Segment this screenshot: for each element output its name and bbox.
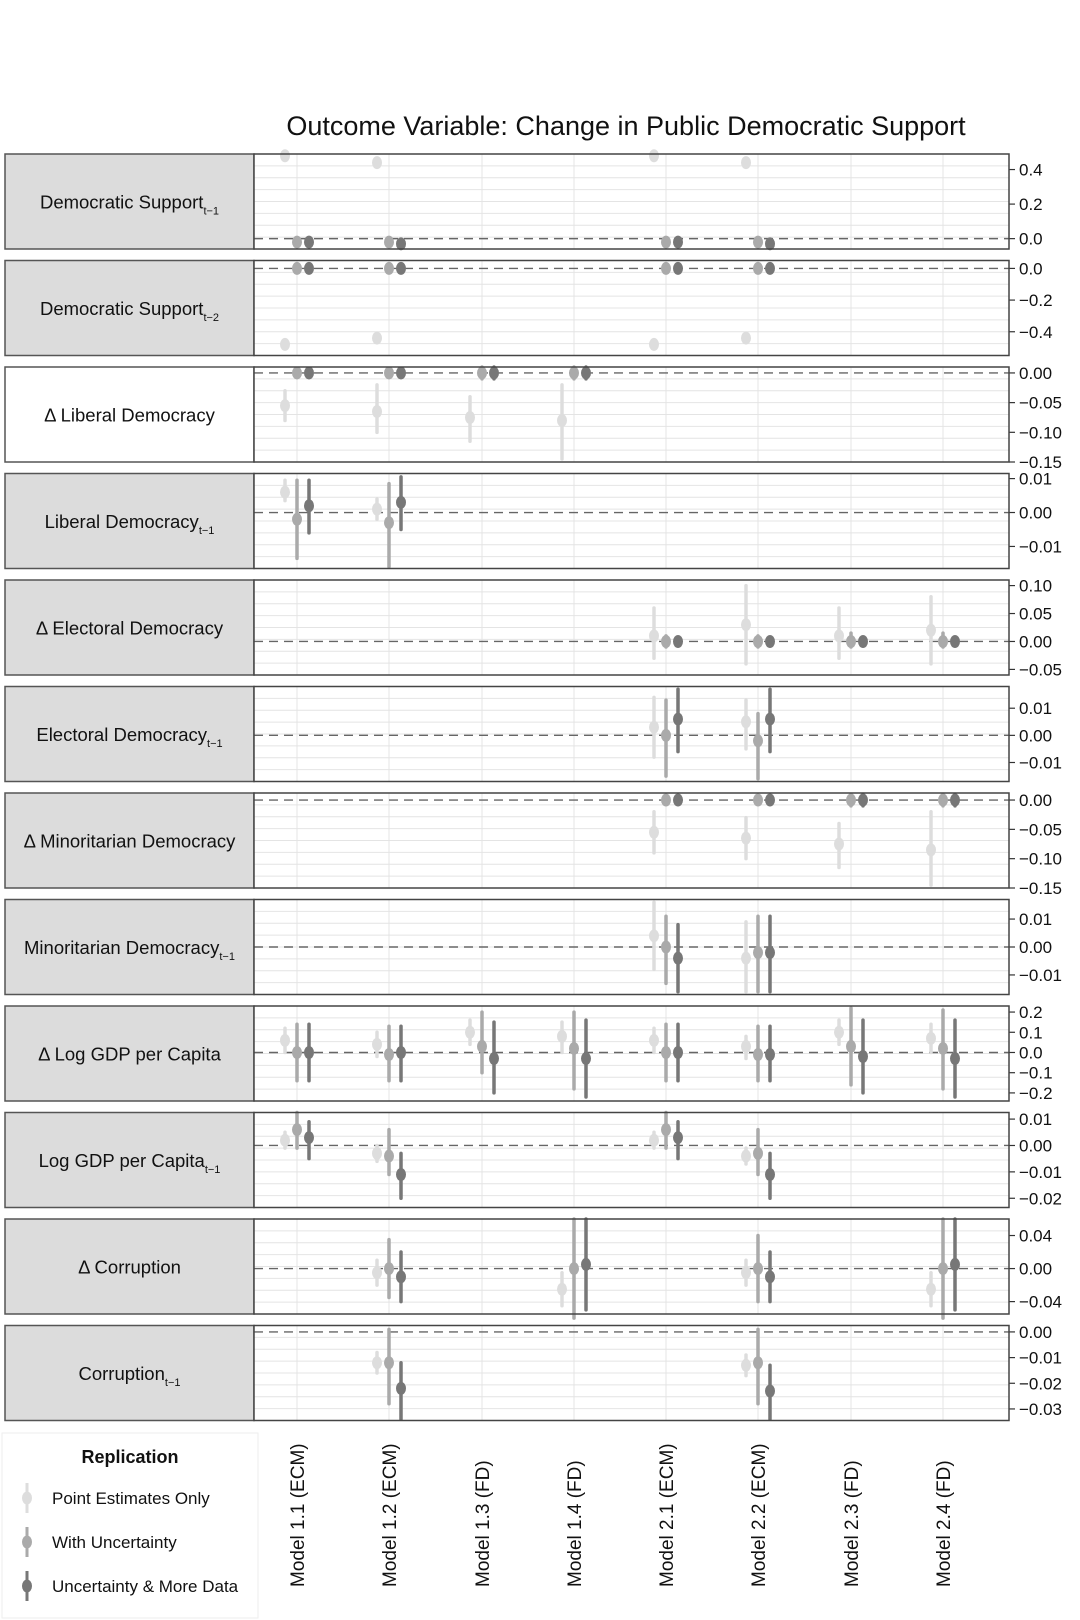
panel-label: Δ Minoritarian Democracy — [23, 830, 236, 852]
y-tick-label: 0.00 — [1019, 1259, 1053, 1279]
point-estimate — [765, 1168, 775, 1181]
point-estimate — [765, 262, 775, 275]
point-estimate — [280, 338, 290, 351]
point-estimate — [280, 149, 290, 162]
panel-7 — [5, 900, 1062, 995]
panel-label: Δ Corruption — [78, 1256, 181, 1278]
point-estimate — [477, 366, 487, 379]
point-estimate — [673, 1046, 683, 1059]
point-estimate — [372, 1356, 382, 1369]
point-estimate — [741, 1266, 751, 1279]
point-estimate — [741, 715, 751, 728]
model-label: Model 1.4 (FD) — [565, 1460, 586, 1587]
point-estimate — [292, 366, 302, 379]
model-label: Model 1.3 (FD) — [473, 1460, 494, 1587]
panel-label: Electoral Democracy$_{t-1}$ — [36, 724, 223, 750]
y-tick-label: −0.04 — [1019, 1292, 1063, 1312]
point-estimate — [673, 952, 683, 965]
y-tick-label: 0.00 — [1019, 726, 1053, 746]
point-estimate — [581, 1052, 591, 1065]
point-estimate — [950, 635, 960, 648]
point-estimate — [834, 838, 844, 851]
point-estimate — [926, 1032, 936, 1045]
point-estimate — [372, 156, 382, 169]
point-estimate — [950, 1258, 960, 1271]
panel-0 — [5, 149, 1043, 250]
point-estimate — [661, 236, 671, 249]
y-tick-label: 0.4 — [1019, 160, 1043, 180]
y-tick-label: −0.1 — [1019, 1063, 1053, 1083]
point-estimate — [304, 499, 314, 512]
legend-swatch-dot — [22, 1580, 32, 1593]
y-tick-label: −0.15 — [1019, 453, 1063, 472]
y-tick-label: 0.00 — [1019, 1136, 1053, 1156]
point-estimate — [465, 411, 475, 424]
legend-swatch-dot — [22, 1492, 32, 1505]
panel-label: Minoritarian Democracy$_{t-1}$ — [24, 937, 235, 963]
y-tick-label: −0.02 — [1019, 1189, 1063, 1209]
point-estimate — [384, 366, 394, 379]
model-label: Model 2.2 (ECM) — [749, 1443, 770, 1587]
y-tick-label: −0.10 — [1019, 423, 1063, 443]
panel-11 — [5, 1323, 1062, 1421]
y-tick-label: 0.04 — [1019, 1226, 1053, 1246]
y-tick-label: 0.00 — [1019, 1322, 1053, 1342]
point-estimate — [765, 635, 775, 648]
point-estimate — [673, 635, 683, 648]
point-estimate — [396, 366, 406, 379]
point-estimate — [280, 1134, 290, 1147]
y-tick-label: −0.01 — [1019, 1348, 1063, 1368]
panel-label-subscript: t−1 — [164, 1377, 181, 1389]
panel-label: Δ Electoral Democracy — [35, 617, 224, 639]
point-estimate — [649, 149, 659, 162]
y-tick-label: 0.10 — [1019, 576, 1053, 596]
point-estimate — [292, 1123, 302, 1136]
panels — [5, 149, 1062, 1420]
panel-1 — [5, 259, 1053, 355]
model-label: Model 1.1 (ECM) — [288, 1443, 309, 1587]
legend-entry-label: Point Estimates Only — [52, 1489, 210, 1508]
point-estimate — [396, 496, 406, 509]
point-estimate — [753, 1356, 763, 1369]
point-estimate — [753, 1262, 763, 1275]
y-tick-label: −0.10 — [1019, 849, 1063, 869]
panel-9 — [5, 1110, 1062, 1208]
point-estimate — [938, 635, 948, 648]
y-tick-label: 0.00 — [1019, 503, 1053, 523]
point-estimate — [846, 794, 856, 807]
point-estimate — [950, 794, 960, 807]
point-estimate — [741, 832, 751, 845]
point-estimate — [741, 952, 751, 965]
point-estimate — [384, 262, 394, 275]
point-estimate — [489, 1052, 499, 1065]
panel-label-subscript: t−1 — [204, 1164, 221, 1176]
point-estimate — [569, 1262, 579, 1275]
point-estimate — [753, 236, 763, 249]
point-estimate — [384, 1048, 394, 1061]
y-tick-label: −0.03 — [1019, 1399, 1063, 1419]
point-estimate — [661, 635, 671, 648]
legend-swatch-dot — [22, 1536, 32, 1549]
y-tick-label: 0.2 — [1019, 1003, 1043, 1023]
y-tick-label: −0.01 — [1019, 965, 1063, 985]
point-estimate — [673, 236, 683, 249]
point-estimate — [753, 734, 763, 747]
model-label: Model 2.1 (ECM) — [657, 1443, 678, 1587]
point-estimate — [581, 366, 591, 379]
point-estimate — [649, 721, 659, 734]
point-estimate — [649, 629, 659, 642]
point-estimate — [304, 262, 314, 275]
point-estimate — [649, 338, 659, 351]
point-estimate — [384, 1150, 394, 1163]
y-tick-label: 0.0 — [1019, 229, 1043, 249]
y-tick-label: 0.00 — [1019, 632, 1053, 652]
point-estimate — [741, 1040, 751, 1053]
point-estimate — [557, 1030, 567, 1043]
point-estimate — [396, 1382, 406, 1395]
y-tick-label: 0.01 — [1019, 910, 1053, 930]
point-estimate — [753, 262, 763, 275]
model-axis-labels — [288, 1443, 955, 1587]
point-estimate — [384, 1262, 394, 1275]
point-estimate — [661, 794, 671, 807]
panel-label: Log GDP per Capita$_{t-1}$ — [38, 1150, 221, 1176]
y-tick-label: −0.4 — [1019, 322, 1053, 342]
panel-label-subscript: t−1 — [207, 738, 223, 750]
legend — [2, 1433, 258, 1618]
point-estimate — [292, 513, 302, 526]
point-estimate — [384, 516, 394, 529]
point-estimate — [581, 1258, 591, 1271]
point-estimate — [765, 794, 775, 807]
panel-label-subscript: t−2 — [203, 312, 220, 324]
point-estimate — [753, 794, 763, 807]
panel-4 — [5, 577, 1062, 680]
panel-label: Δ Liberal Democracy — [44, 404, 215, 426]
point-estimate — [950, 1052, 960, 1065]
point-estimate — [396, 262, 406, 275]
y-tick-label: 0.05 — [1019, 604, 1053, 624]
point-estimate — [396, 1168, 406, 1181]
panel-label: Δ Log GDP per Capita — [38, 1043, 221, 1065]
point-estimate — [557, 1283, 567, 1296]
point-estimate — [661, 1123, 671, 1136]
point-estimate — [292, 262, 302, 275]
point-estimate — [569, 1042, 579, 1055]
y-tick-label: −0.05 — [1019, 393, 1063, 413]
point-estimate — [372, 1147, 382, 1160]
panel-label-subscript: t−1 — [198, 525, 215, 537]
point-estimate — [661, 729, 671, 742]
point-estimate — [372, 1038, 382, 1051]
y-tick-label: 0.01 — [1019, 1110, 1053, 1130]
y-tick-label: 0.2 — [1019, 195, 1043, 215]
panel-3 — [5, 470, 1062, 569]
legend-entry-label: Uncertainty & More Data — [52, 1577, 239, 1596]
y-tick-label: −0.01 — [1019, 1162, 1063, 1182]
legend-entry-label: With Uncertainty — [52, 1533, 177, 1552]
panel-label: Democratic Support$_{t-1}$ — [39, 191, 220, 218]
point-estimate — [938, 794, 948, 807]
model-label: Model 1.2 (ECM) — [380, 1443, 401, 1587]
panel-5 — [5, 687, 1062, 782]
point-estimate — [372, 405, 382, 418]
point-estimate — [846, 1040, 856, 1053]
point-estimate — [765, 1048, 775, 1061]
y-tick-label: 0.00 — [1019, 938, 1053, 957]
point-estimate — [477, 1040, 487, 1053]
y-tick-label: 0.1 — [1019, 1023, 1043, 1043]
point-estimate — [304, 1046, 314, 1059]
point-estimate — [741, 618, 751, 631]
y-tick-label: 0.0 — [1019, 259, 1043, 279]
point-estimate — [858, 794, 868, 807]
point-estimate — [834, 629, 844, 642]
point-estimate — [396, 1046, 406, 1059]
point-estimate — [765, 1270, 775, 1283]
point-estimate — [372, 332, 382, 345]
y-tick-label: 0.00 — [1019, 363, 1053, 383]
point-estimate — [661, 1046, 671, 1059]
point-estimate — [280, 399, 290, 412]
y-tick-label: 0.01 — [1019, 469, 1053, 489]
point-estimate — [673, 713, 683, 726]
point-estimate — [765, 946, 775, 959]
point-estimate — [938, 1262, 948, 1275]
point-estimate — [753, 1147, 763, 1160]
point-estimate — [926, 624, 936, 637]
point-estimate — [926, 843, 936, 856]
point-estimate — [753, 1048, 763, 1061]
point-estimate — [280, 486, 290, 499]
y-tick-label: −0.02 — [1019, 1374, 1063, 1394]
point-estimate — [372, 503, 382, 516]
point-estimate — [649, 929, 659, 942]
point-estimate — [858, 1050, 868, 1063]
y-tick-label: 0.0 — [1019, 1043, 1043, 1063]
panel-label: Democratic Support$_{t-2}$ — [39, 298, 220, 324]
point-estimate — [304, 366, 314, 379]
point-estimate — [489, 366, 499, 379]
point-estimate — [741, 1150, 751, 1163]
y-tick-label: 0.01 — [1019, 699, 1053, 719]
point-estimate — [846, 635, 856, 648]
y-tick-label: −0.01 — [1019, 753, 1063, 773]
point-estimate — [741, 332, 751, 345]
y-tick-label: −0.15 — [1019, 879, 1063, 898]
y-tick-label: −0.05 — [1019, 820, 1063, 840]
point-estimate — [292, 1046, 302, 1059]
point-estimate — [926, 1283, 936, 1296]
point-estimate — [280, 1034, 290, 1047]
point-estimate — [753, 635, 763, 648]
point-estimate — [858, 635, 868, 648]
legend-title: Replication — [81, 1447, 179, 1467]
panel-label: Liberal Democracy$_{t-1}$ — [44, 511, 215, 537]
point-estimate — [938, 1042, 948, 1055]
point-estimate — [384, 236, 394, 249]
panel-2 — [5, 364, 1062, 472]
point-estimate — [557, 414, 567, 427]
panel-6 — [5, 791, 1062, 898]
panel-label: Corruption$_{t-1}$ — [78, 1363, 181, 1389]
point-estimate — [753, 946, 763, 959]
point-estimate — [741, 156, 751, 169]
point-estimate — [384, 1356, 394, 1369]
model-label: Model 2.4 (FD) — [934, 1460, 955, 1587]
point-estimate — [661, 262, 671, 275]
point-estimate — [396, 1270, 406, 1283]
point-estimate — [661, 941, 671, 954]
chart-title: Outcome Variable: Change in Public Democratic Support — [286, 111, 966, 141]
point-estimate — [649, 1034, 659, 1047]
y-tick-label: 0.00 — [1019, 791, 1053, 811]
panel-8 — [5, 1003, 1053, 1103]
y-tick-label: −0.01 — [1019, 537, 1063, 557]
point-estimate — [569, 366, 579, 379]
point-estimate — [673, 1131, 683, 1144]
point-estimate — [465, 1026, 475, 1039]
panel-10 — [5, 1219, 1062, 1318]
panel-label-subscript: t−1 — [203, 205, 220, 218]
point-estimate — [649, 826, 659, 839]
point-estimate — [765, 713, 775, 726]
point-estimate — [765, 1384, 775, 1397]
model-label: Model 2.3 (FD) — [842, 1460, 863, 1587]
y-tick-label: −0.05 — [1019, 660, 1063, 680]
point-estimate — [292, 236, 302, 249]
point-estimate — [673, 262, 683, 275]
panel-label-subscript: t−1 — [219, 951, 235, 963]
point-estimate — [741, 1359, 751, 1372]
point-estimate — [304, 236, 314, 249]
point-estimate — [834, 1026, 844, 1039]
y-tick-label: −0.2 — [1019, 291, 1053, 311]
point-estimate — [372, 1266, 382, 1279]
point-estimate — [649, 1134, 659, 1147]
point-estimate — [673, 794, 683, 807]
y-tick-label: −0.2 — [1019, 1083, 1053, 1103]
point-estimate — [304, 1131, 314, 1144]
